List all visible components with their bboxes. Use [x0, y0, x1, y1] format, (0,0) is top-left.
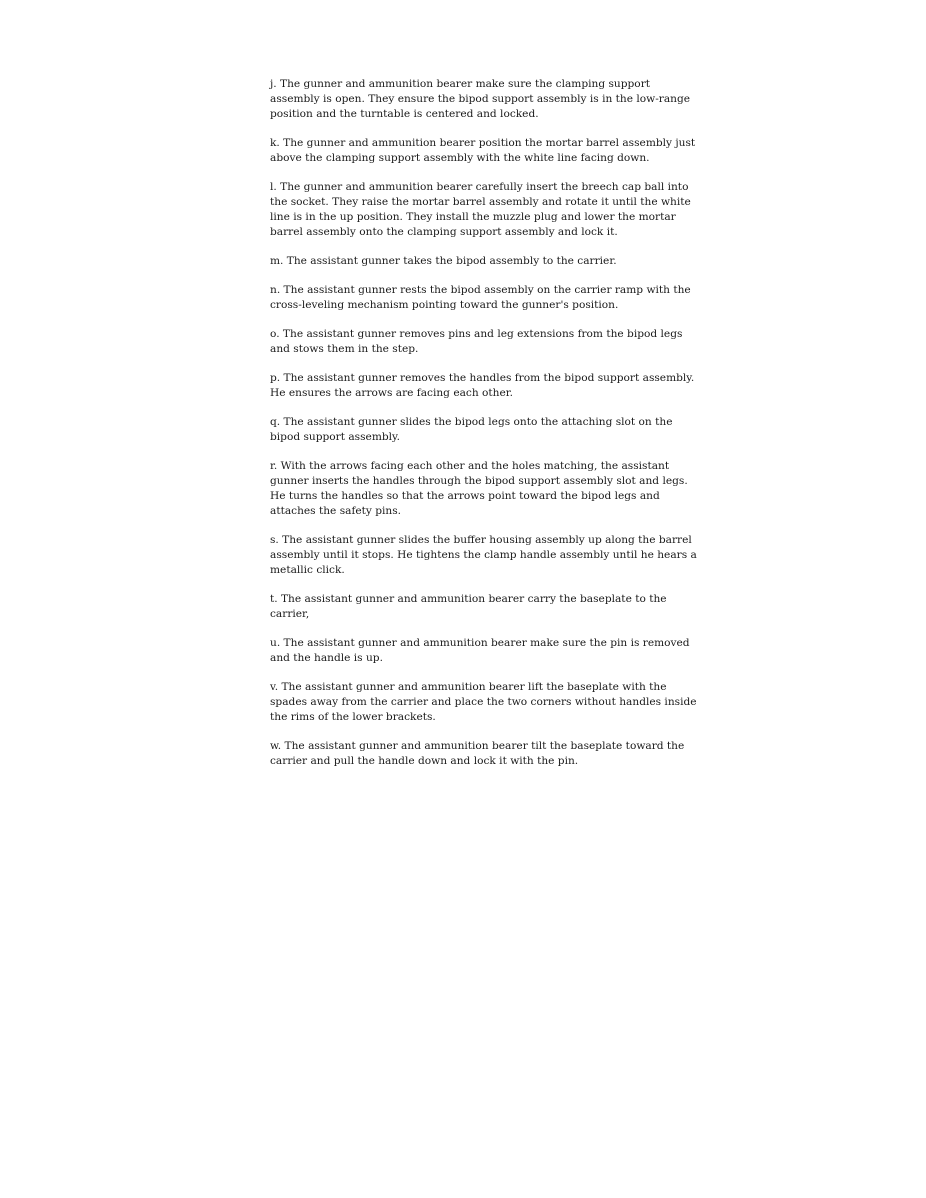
paragraph-l: l. The gunner and ammunition bearer carefully insert the breech cap ball into the socket. They raise the mortar barrel assembly and rotate it until the white line is in the up position. They install the muzzle plug and lower the mortar barrel assembly onto the clamping support assembly and lock it.: [270, 181, 691, 238]
paragraph-k: k. The gunner and ammunition bearer position the mortar barrel assembly just above the clamping support assembly with the white line facing down.: [270, 137, 696, 164]
paragraph-m: m. The assistant gunner takes the bipod assembly to the carrier.: [270, 255, 617, 267]
document-body: [270, 77, 698, 783]
paragraph-n: n. The assistant gunner rests the bipod assembly on the carrier ramp with the cross-leveling mechanism pointing toward the gunner's position.: [270, 284, 691, 311]
paragraph-o: o. The assistant gunner removes pins and leg extensions from the bipod legs and stows them in the step.: [270, 328, 683, 355]
paragraph-v: v. The assistant gunner and ammunition bearer lift the baseplate with the spades away from the carrier and place the two corners without handles inside the rims of the lower brackets.: [270, 681, 697, 723]
paragraph-s: s. The assistant gunner slides the buffer housing assembly up along the barrel assembly until it stops. He tightens the clamp handle assembly until he hears a metallic click.: [270, 534, 697, 576]
paragraph-q: q. The assistant gunner slides the bipod legs onto the attaching slot on the bipod support assembly.: [270, 416, 673, 443]
paragraph-t: t. The assistant gunner and ammunition bearer carry the baseplate to the carrier,: [270, 593, 667, 620]
paragraph-u: u. The assistant gunner and ammunition bearer make sure the pin is removed and the handle is up.: [270, 637, 690, 664]
paragraph-w: w. The assistant gunner and ammunition bearer tilt the baseplate toward the carrier and pull the handle down and lock it with the pin.: [270, 740, 685, 767]
paragraph-j: j. The gunner and ammunition bearer make sure the clamping support assembly is open. They ensure the bipod support assembly is in the low-range position and the turntable is centered and locked.: [270, 78, 691, 120]
paragraph-r: r. With the arrows facing each other and the holes matching, the assistant gunner inserts the handles through the bipod support assembly slot and legs. He turns the handles so that the arrows point toward the bipod legs and attaches the safety pins.: [270, 460, 688, 517]
paragraph-p: p. The assistant gunner removes the handles from the bipod support assembly. He ensures the arrows are facing each other.: [270, 372, 695, 399]
